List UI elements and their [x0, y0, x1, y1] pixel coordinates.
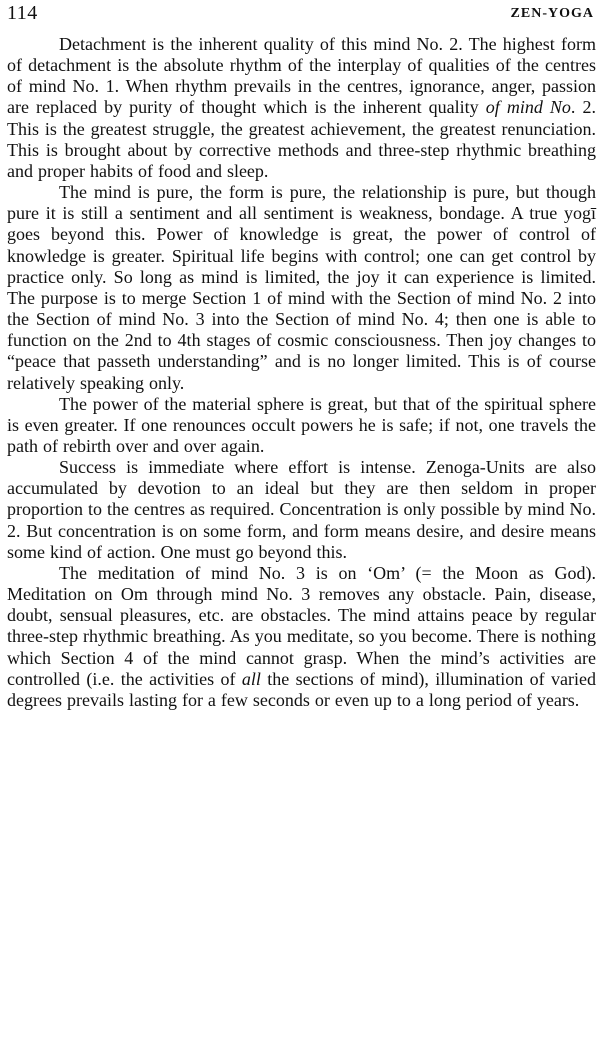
text-run: . 2. This is the greatest struggle, the greatest achievement, the greatest renunciation. This is brought about by corrective methods and three-step rhythmic breathing and proper habits of food and sleep.	[7, 97, 597, 181]
text-run: Success is immediate where effort is intense. Zenoga-Units are also accumulated by devotion to an ideal but they are then seldom in proper proportion to the centres as required. Concentration is only possible by mind No. 2. But concentration is on some form, and form means desire, and desire means some kind of action. One must go beyond this.	[7, 457, 596, 562]
running-head: ZEN-YOGA	[510, 6, 594, 21]
italic-text-run: all	[241, 668, 261, 689]
paragraph	[7, 563, 596, 711]
text-run: The meditation of mind No. 3 is on ‘Om’ (= the Moon as God). Meditation on Om through mind No. 3 removes any obstacle. Pain, disease, doubt, sensual pleasures, etc. are obstacles. The mind attains peace by regular three-step rhythmic breathing. As you meditate, so you become. There is nothing which Section 4 of the mind cannot grasp. When the mind’s activities are controlled (i.e. the activities of	[7, 562, 596, 689]
page-number: 114	[7, 2, 38, 24]
paragraph	[7, 182, 596, 394]
text-run: Detachment is the inherent quality of this mind No. 2. The highest form of detachment is the absolute rhythm of the interplay of qualities of the centres of mind No. 1. When rhythm prevails in the centres, ignorance, anger, passion are replaced by purity of thought which is the inherent quality	[7, 34, 596, 118]
text-run: The power of the material sphere is great, but that of the spiritual sphere is even greater. If one renounces occult powers he is safe; if not, one travels the path of rebirth over and over again.	[7, 393, 596, 456]
paragraph	[7, 457, 596, 563]
paragraph	[7, 394, 596, 457]
body-text	[7, 34, 596, 711]
text-run: the sections of mind), illumination of varied degrees prevails lasting for a few seconds or even up to a long period of years.	[7, 668, 597, 710]
paragraph	[7, 34, 596, 182]
page-header	[7, 0, 596, 34]
text-run: The mind is pure, the form is pure, the relationship is pure, but though pure it is still a sentiment and all sentiment is weakness, bondage. A true yogī goes beyond this. Power of knowledge is great, the power of control of knowledge is greater. Spiritual life begins with control; one can get control by practice only. So long as mind is limited, the joy it can experience is limited. The purpose is to merge Section 1 of mind with the Section of mind No. 2 into the Section of mind No. 3 into the Section of mind No. 4; then one is able to function on the 2nd to 4th stages of cosmic consciousness. Then joy changes to “peace that passeth understanding” and is no longer limited. This is of course relatively speaking only.	[7, 182, 596, 393]
italic-text-run: of mind No	[485, 97, 571, 118]
